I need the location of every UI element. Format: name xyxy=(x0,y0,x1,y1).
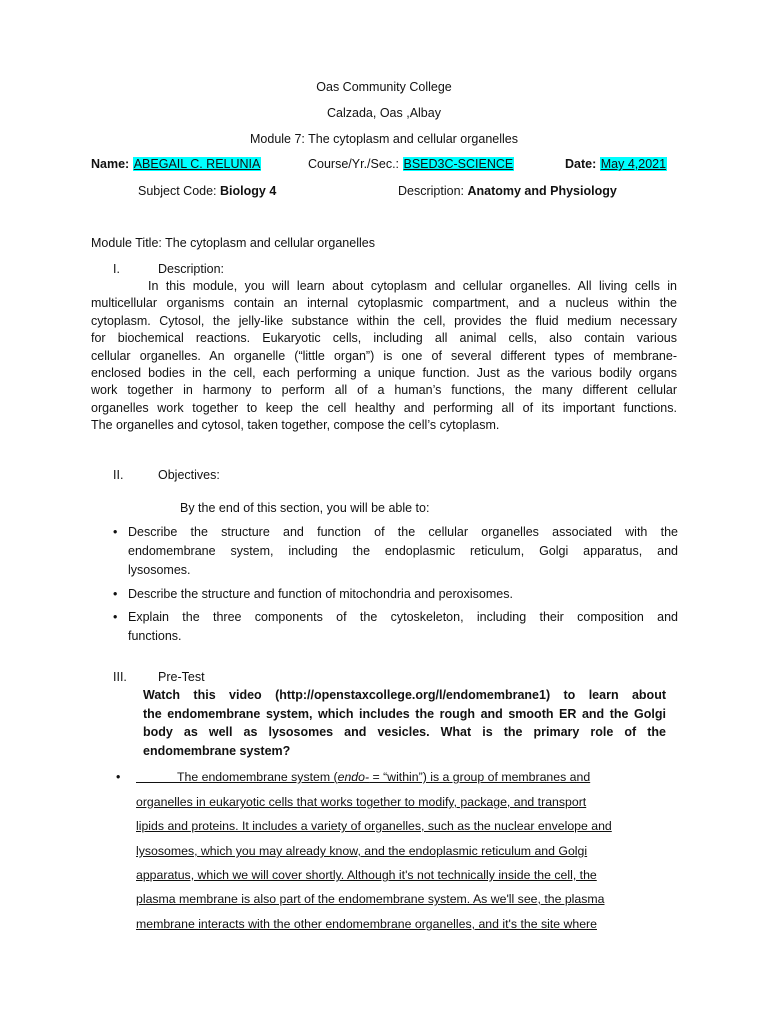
bullet-icon: • xyxy=(116,770,121,784)
name-value: ABEGAIL C. RELUNIA xyxy=(133,157,261,171)
answer-line: membrane interacts with the other endomembrane organelles, and it's the site where xyxy=(136,917,597,931)
course-field xyxy=(308,157,514,171)
section-1-number: I. xyxy=(113,262,120,276)
section-1-title: Description: xyxy=(158,262,224,276)
college-address: Calzada, Oas ,Albay xyxy=(327,106,441,120)
answer-line-1-post: = “within”) is a group of membranes and xyxy=(369,770,591,784)
answer-line-1-pre: The endomembrane system ( xyxy=(177,770,338,784)
answer-line: plasma membrane is also part of the endomembrane system. As we'll see, the plasma xyxy=(136,892,605,906)
description-line: cellular organelles. An organelle (“little organ”) is one of several different types of membrane- xyxy=(91,348,677,363)
college-name: Oas Community College xyxy=(316,80,452,94)
name-field xyxy=(91,157,261,171)
module-heading: Module 7: The cytoplasm and cellular organelles xyxy=(250,132,518,146)
pretest-line: body as well as lysosomes and vesicles. What is the primary role of the xyxy=(143,725,666,739)
description-line: for biochemical reactions. Eukaryotic cells, including all animal cells, also contain various xyxy=(91,331,677,346)
answer-line-1-italic: endo- xyxy=(337,770,370,784)
objective-1 xyxy=(128,523,678,580)
objective-3-line: functions. xyxy=(128,629,182,643)
objective-2: Describe the structure and function of mitochondria and peroxisomes. xyxy=(128,587,513,601)
section-3-title: Pre-Test xyxy=(158,670,205,684)
bullet-icon: • xyxy=(113,525,118,539)
course-label: Course/Yr./Sec.: xyxy=(308,157,400,171)
description-line: The organelles and cytosol, taken together, compose the cell’s cytoplasm. xyxy=(91,418,500,433)
objective-1-line: endomembrane system, including the endoplasmic reticulum, Golgi apparatus, and xyxy=(128,544,678,558)
date-label: Date: xyxy=(565,157,597,171)
description-label: Description: xyxy=(398,184,464,198)
date-field xyxy=(565,157,667,171)
description-line: cytoplasm. Cytosol, the jelly-like substance within the cell, provides the fluid medium necessary xyxy=(91,313,677,328)
bullet-icon: • xyxy=(113,610,118,624)
section-2-number: II. xyxy=(113,468,124,482)
objective-1-line: Describe the structure and function of the cellular organelles associated with the xyxy=(128,525,678,539)
pretest-line: endomembrane system? xyxy=(143,743,291,758)
course-value: BSED3C-SCIENCE xyxy=(403,157,514,171)
description-line: multicellular organisms contain an internal cytoplasmic compartment, and a nucleus within the xyxy=(91,296,677,311)
subject-value: Biology 4 xyxy=(220,184,277,198)
answer-line xyxy=(136,770,590,784)
subject-field xyxy=(138,184,276,198)
objective-3-line: Explain the three components of the cytoskeleton, including their composition and xyxy=(128,610,678,624)
bullet-icon: • xyxy=(113,587,118,601)
objectives-intro: By the end of this section, you will be able to: xyxy=(180,501,430,515)
pretest-question xyxy=(143,686,666,760)
section-3-number: III. xyxy=(113,670,127,684)
description-line: enclosed bodies in the cell, each performing a unique function. Just as the various bodily organs xyxy=(91,366,677,381)
pretest-line: Watch this video (http://openstaxcollege.org/l/endomembrane1) to learn about xyxy=(143,688,666,702)
answer-line: apparatus, which we will cover shortly. Although it's not technically inside the cell, the xyxy=(136,868,597,882)
description-paragraph xyxy=(91,278,677,435)
objective-3 xyxy=(128,608,678,646)
answer-line: lipids and proteins. It includes a variety of organelles, such as the nuclear envelope and xyxy=(136,819,612,833)
subject-label: Subject Code: xyxy=(138,184,217,198)
module-title: Module Title: The cytoplasm and cellular organelles xyxy=(91,236,375,250)
name-label: Name: xyxy=(91,157,130,171)
description-line: work together in harmony to perform all of a human’s functions, the many different cellular xyxy=(91,383,677,398)
section-2-title: Objectives: xyxy=(158,468,220,482)
pretest-line: the endomembrane system, which includes the rough and smooth ER and the Golgi xyxy=(143,706,666,721)
description-value: Anatomy and Physiology xyxy=(467,184,617,198)
date-value: May 4,2021 xyxy=(600,157,667,171)
objective-1-line: lysosomes. xyxy=(128,563,191,577)
description-line: In this module, you will learn about cytoplasm and cellular organelles. All living cells in xyxy=(148,279,677,293)
answer-line: lysosomes, which you may already know, and the endoplasmic reticulum and Golgi xyxy=(136,844,588,858)
description-line: organelles work together to keep the cell healthy and performing all of its important functions. xyxy=(91,400,677,415)
answer-line: organelles in eukaryotic cells that works together to modify, package, and transport xyxy=(136,795,587,809)
description-field xyxy=(398,184,617,198)
